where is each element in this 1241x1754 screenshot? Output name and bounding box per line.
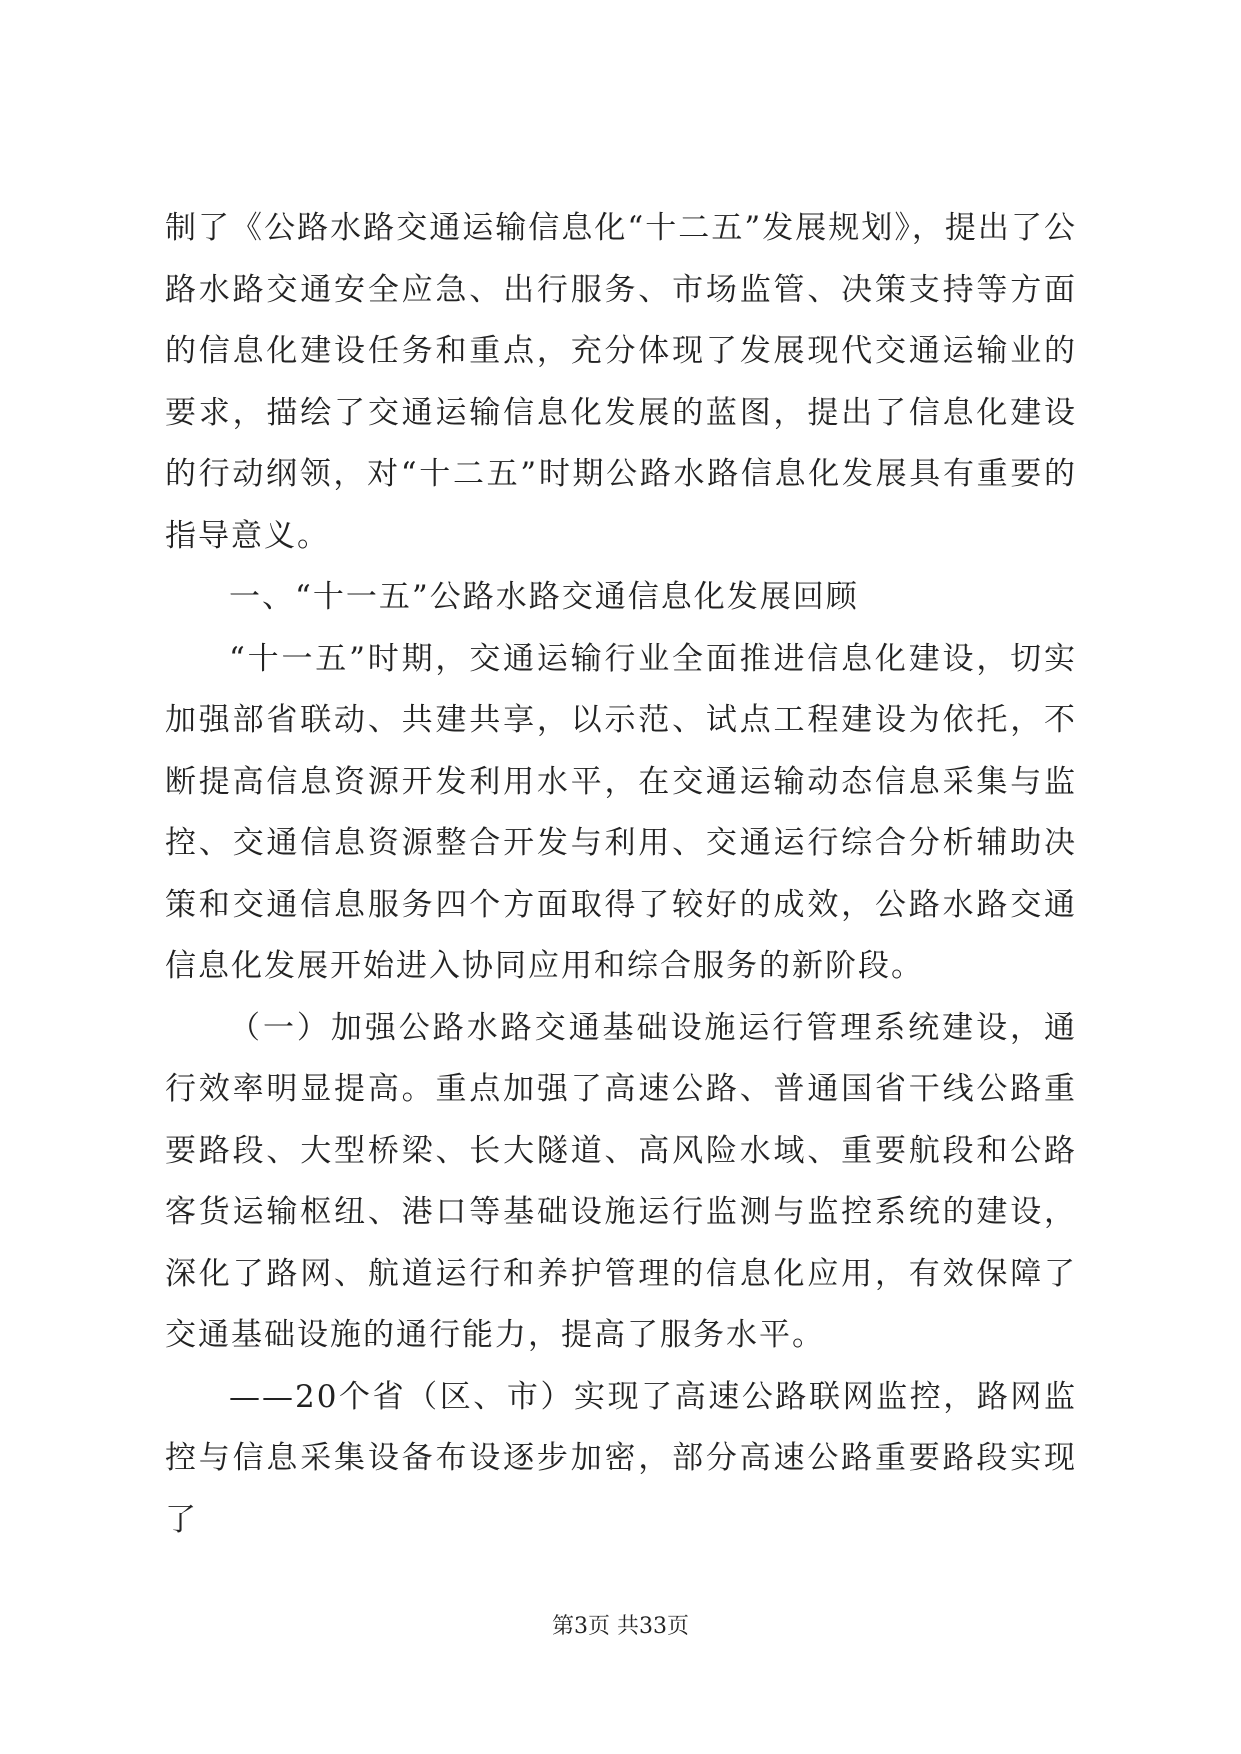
paragraph-infrastructure: （一）加强公路水路交通基础设施运行管理系统建设，通行效率明显提高。重点加强了高速公路、普通国省干线公路重要路段、大型桥梁、长大隧道、高风险水域、重要航段和公路客货运输枢纽、港口等基础设施运行监测与监控系统的建设，深化了路网、航道运行和养护管理的信息化应用，有效保障了交通基础设施的通行能力，提高了服务水平。 [165, 1009, 1077, 1353]
paragraph-review: “十一五”时期，交通运输行业全面推进信息化建设，切实加强部省联动、共建共享，以示范、试点工程建设为依托，不断提高信息资源开发利用水平，在交通运输动态信息采集与监控、交通信息资源整合开发与利用、交通运行综合分析辅助决策和交通信息服务四个方面取得了较好的成效，公路水路交通信息化发展开始进入协同应用和综合服务的新阶段。 [165, 640, 1077, 984]
paragraph-highway-monitoring: ——20个省（区、市）实现了高速公路联网监控，路网监控与信息采集设备布设逐步加密，部分高速公路重要路段实现了 [165, 1378, 1077, 1538]
document-body [165, 198, 1077, 1551]
page-number-footer: 第3页 共33页 [552, 1614, 689, 1639]
section-heading: 一、“十一五”公路水路交通信息化发展回顾 [229, 579, 859, 615]
paragraph-continuation: 制了《公路水路交通运输信息化“十二五”发展规划》，提出了公路水路交通安全应急、出行服务、市场监管、决策支持等方面的信息化建设任务和重点，充分体现了发展现代交通运输业的要求，描绘了交通运输信息化发展的蓝图，提出了信息化建设的行动纲领，对“十二五”时期公路水路信息化发展具有重要的指导意义。 [165, 210, 1077, 554]
